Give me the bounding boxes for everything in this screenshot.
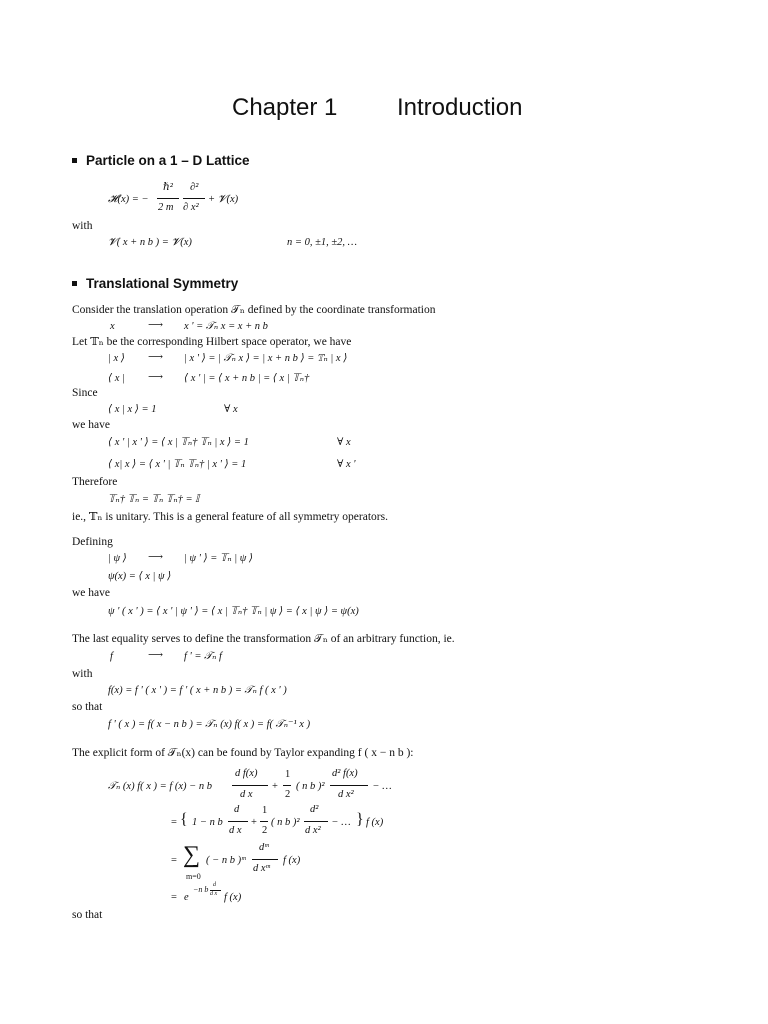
equation-term: 1 (285, 769, 291, 780)
arrow-icon: ⟶ (148, 552, 164, 563)
equation-term: 1 (262, 805, 268, 816)
coordinate-transform-equation: x ' = 𝒯ₙ x = x + n b (184, 321, 268, 332)
equation-term: f (x) (224, 892, 242, 903)
equation-term: + (272, 781, 278, 792)
fraction-bar (183, 198, 205, 199)
equation-term: d² (310, 804, 319, 815)
unitary-identity-equation: 𝕋ₙ† 𝕋ₙ = 𝕋ₙ 𝕋ₙ† = 𝕀 (108, 494, 200, 505)
left-brace-icon: { (180, 811, 188, 828)
orthonormality-equation: ⟨ x | x ⟩ = 1 (108, 404, 157, 415)
equation-term: dᵐ (259, 842, 269, 853)
equation-term: 2 (262, 825, 268, 836)
section-title-text: Particle on a 1 – D Lattice (86, 153, 250, 168)
equation-term: m=0 (186, 872, 201, 881)
arrow-icon: ⟶ (148, 320, 164, 331)
equation-term: d x² (338, 789, 354, 800)
equation-term: ℏ² (163, 182, 173, 193)
equation-term: | ψ ⟩ (108, 553, 127, 564)
fraction-bar (228, 821, 248, 822)
equation-term: = (171, 817, 177, 828)
fraction-bar (157, 198, 179, 199)
text-so-that: so that (72, 909, 103, 921)
equation-term: = (171, 855, 177, 866)
chapter-title: Introduction (397, 94, 523, 121)
unitarity-equation-2: ⟨ x| x ⟩ = ⟨ x ' | 𝕋ₙ 𝕋ₙ† | x ' ⟩ = 1 (108, 459, 247, 470)
equation-term: 2 (285, 789, 291, 800)
wavefunction-transform-equation: ψ ' ( x ' ) = ⟨ x ' | ψ ' ⟩ = ⟨ x | 𝕋ₙ† 𝕋ₙ | ψ ⟩ = ⟨ x | ψ ⟩ = ψ(x) (108, 606, 359, 617)
equation-term: ∂ x² (183, 202, 199, 213)
equation-term: = (171, 892, 177, 903)
unitarity-equation-1: ⟨ x ' | x ' ⟩ = ⟨ x | 𝕋ₙ† 𝕋ₙ | x ⟩ = 1 (108, 437, 249, 448)
text-therefore: Therefore (72, 476, 118, 488)
forall-term: ∀ x (337, 437, 351, 448)
equation-term: −n b (193, 885, 209, 894)
equation-term: ( n b )² (296, 781, 325, 792)
text-with: with (72, 220, 93, 232)
text-since: Since (72, 387, 98, 399)
text-with: with (72, 668, 93, 680)
equation-term: d (234, 804, 240, 815)
text-consider: Consider the translation operation 𝒯ₙ defined by the coordinate transformation (72, 304, 436, 316)
fraction-bar (304, 821, 328, 822)
equation-term: f (x) (283, 855, 301, 866)
fraction-bar (283, 785, 291, 786)
arrow-icon: ⟶ (148, 352, 164, 363)
text-last-equality: The last equality serves to define the transformation 𝒯ₙ of an arbitrary function, ie. (72, 633, 455, 645)
state-transform-equation: | ψ ' ⟩ = 𝕋ₙ | ψ ⟩ (184, 553, 254, 564)
equation-term: x (110, 321, 115, 332)
equation-term: d (213, 882, 216, 888)
arrow-icon: ⟶ (148, 650, 164, 661)
bullet-icon (72, 281, 77, 286)
equation-term: d x² (305, 825, 321, 836)
equation-term: | x ⟩ (108, 353, 125, 364)
equation-term: 1 − n b (192, 817, 223, 828)
function-transform-equation: f ' = 𝒯ₙ f (184, 651, 222, 662)
chapter-number: Chapter 1 (232, 94, 338, 121)
equation-term: 𝓗(x) = − (108, 194, 149, 205)
function-relation-equation: f(x) = f ' ( x ' ) = f ' ( x + n b ) = 𝒯ₙ f ( x ' ) (108, 685, 287, 696)
equation-term: + (251, 817, 257, 828)
inverse-transform-equation: f ' ( x ) = f( x − n b ) = 𝒯ₙ (x) f( x ) = f( 𝒯ₙ⁻¹ x ) (108, 719, 311, 730)
equation-term: d xᵐ (253, 863, 270, 874)
equation-term: 𝒯ₙ (x) f( x ) = f (x) − n b (108, 781, 213, 792)
summation-icon: ∑ (183, 842, 201, 868)
fraction-bar (330, 785, 368, 786)
equation-term: d x (240, 789, 253, 800)
text-so-that: so that (72, 701, 103, 713)
periodic-potential-equation: 𝓥( x + n b ) = 𝓥(x) (108, 237, 192, 248)
equation-term: d x (229, 825, 242, 836)
equation-term: − … (332, 817, 352, 828)
arrow-icon: ⟶ (148, 372, 164, 383)
section-title-text: Translational Symmetry (86, 276, 239, 291)
bra-transform-equation: ⟨ x ' | = ⟨ x + n b | = ⟨ x | 𝕋ₙ† (184, 373, 310, 384)
equation-term: 2 m (158, 202, 174, 213)
section-heading-symmetry (72, 277, 238, 291)
equation-term: d x (210, 891, 218, 897)
text-we-have: we have (72, 419, 110, 431)
n-values-equation: n = 0, ±1, ±2, … (287, 237, 357, 248)
fraction-bar (252, 859, 278, 860)
equation-term: d² f(x) (332, 768, 358, 779)
equation-term: ⟨ x | (108, 373, 125, 384)
bullet-icon (72, 158, 77, 163)
equation-term: e (184, 892, 189, 903)
equation-term: ∂² (190, 182, 199, 193)
text-we-have: we have (72, 587, 110, 599)
forall-term: ∀ x (224, 404, 238, 415)
equation-term: f (x) (366, 817, 384, 828)
wavefunction-definition: ψ(x) = ⟨ x | ψ ⟩ (108, 571, 172, 582)
text-defining: Defining (72, 536, 113, 548)
text-unitary-statement: ie., 𝕋ₙ is unitary. This is a general feature of all symmetry operators. (72, 511, 388, 523)
equation-term: d f(x) (235, 768, 258, 779)
text-let: Let 𝕋ₙ be the corresponding Hilbert space operator, we have (72, 336, 352, 348)
section-heading-lattice (72, 154, 250, 168)
right-brace-icon: } (356, 811, 364, 828)
equation-term: ( − n b )ᵐ (206, 855, 246, 866)
equation-term: f (110, 651, 113, 662)
equation-term: + 𝓥(x) (208, 194, 239, 205)
forall-term: ∀ x ' (337, 459, 356, 470)
fraction-bar (260, 821, 268, 822)
text-explicit-form: The explicit form of 𝒯ₙ(x) can be found by Taylor expanding f ( x − n b ): (72, 747, 414, 759)
equation-term: − … (373, 781, 393, 792)
fraction-bar (232, 785, 268, 786)
ket-transform-equation: | x ' ⟩ = | 𝒯ₙ x ⟩ = | x + n b ⟩ = 𝕋ₙ | x ⟩ (184, 353, 348, 364)
equation-term: ( n b )² (271, 817, 300, 828)
